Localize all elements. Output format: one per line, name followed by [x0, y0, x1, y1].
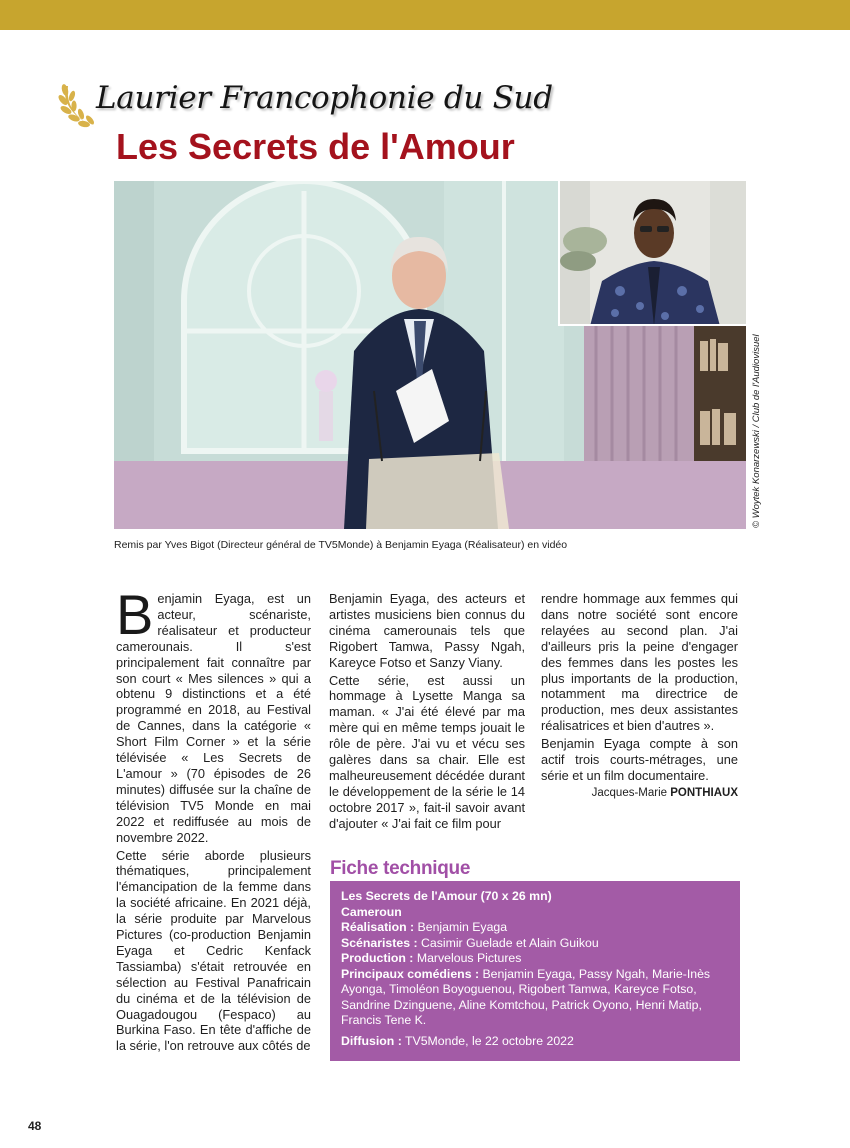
photo-caption: Remis par Yves Bigot (Directeur général de TV5Monde) à Benjamin Eyaga (Réalisateur) en vidéo	[114, 539, 568, 551]
photo-credit: © Woytek Konarzewski / Club de l'Audiovisuel	[751, 334, 762, 528]
article-column-1	[116, 583, 311, 1056]
article-paragraph-4: Benjamin Eyaga compte à son actif trois courts-métrages, une série et un film documentaire.	[541, 736, 738, 783]
author-signature: Jacques-Marie PONTHIAUX	[591, 786, 738, 799]
article-column-2: Benjamin Eyaga, des acteurs et artistes musiciens bien connus du cinéma camerounais tels que Rigobert Tamwa, Passy Ngah, Kareyce Fotso et Sanzy Viany. Cette série, est aussi un hommage à Lysette Manga sa maman. « J'ai été élevé par ma mère qui en même temps jouait le rôle de père. J'ai vu et vécu ses galères dans sa chair. Elle est malheureusement décédée durant le développement de la série le 14 octobre 2017 », fait-il savoir avant d'ajouter « J'ai fait ce film pour	[329, 591, 525, 831]
fiche-production: Production : Marvelous Pictures	[341, 951, 522, 965]
top-color-band	[0, 0, 850, 30]
page-number: 48	[28, 1119, 42, 1133]
fiche-country: Cameroun	[341, 904, 402, 919]
section-kicker: Laurier Francophonie du Sud	[96, 80, 553, 116]
fiche-technique-box	[330, 881, 740, 1061]
article-column-3	[541, 591, 738, 802]
drop-cap: B	[116, 583, 154, 646]
fiche-broadcast: Diffusion : TV5Monde, le 22 octobre 2022	[341, 1033, 574, 1048]
fiche-series-title: Les Secrets de l'Amour (70 x 26 mn)	[341, 889, 552, 903]
article-paragraph-3: rendre hommage aux femmes qui dans notre société sont encore relayées au second plan. J'ai d'ailleurs pris la peine d'engager des femmes dans les postes les plus importants de la production, notamment ma directrice de production, mes deux assistantes réalisatrices et bien d'autres ».	[541, 591, 738, 734]
fiche-cast: Principaux comédiens : Benjamin Eyaga, Passy Ngah, Marie-Inès Ayonga, Timoléon Boyoguenou, Rigobert Tamwa, Kareyce Fotso, Sandrine Dzinguene, Aline Komtchou, Patrick Oyono, Henri Matip, Francis Tene K.	[341, 966, 711, 1027]
fiche-director: Réalisation : Benjamin Eyaga	[341, 920, 508, 934]
article-paragraph-1: Benjamin Eyaga, est un acteur, scénariste, réalisateur et producteur camerounais. Il s'est principalement fait connaître par son court « Mes silences » qui a obtenu 9 distinctions et a été programmé en 2018, au Festival de Cannes, dans la catégorie « Short Film Corner » et la série télévisée « Les Secrets de L'amour » (70 épisodes de 26 minutes) diffusée sur la chaîne de télévision TV5 Monde en mai 2022 et rediffusée au mois de novembre 2022.	[116, 583, 311, 845]
video-inset-photo	[558, 181, 746, 326]
article-paragraph-2: Cette série aborde plusieurs thématiques, principalement l'émancipation de la femme dans la société africaine. En 2021 déjà, la série produite par Marvelous Pictures (co-production Benjamin Eyaga et Cedric Kenfack Tassiamba) s'était retrouvée en sélection au Festival Panafricain du cinéma et de la télévision de Ouagadougou (Fespaco) au Burkina Faso. En tête d'affiche de la série, l'on retrouve aux côtés de	[116, 847, 311, 1054]
article-title: Les Secrets de l'Amour	[116, 126, 515, 167]
fiche-heading: Fiche technique	[330, 858, 471, 879]
fiche-writers: Scénaristes : Casimir Guelade et Alain Guikou	[341, 935, 599, 950]
